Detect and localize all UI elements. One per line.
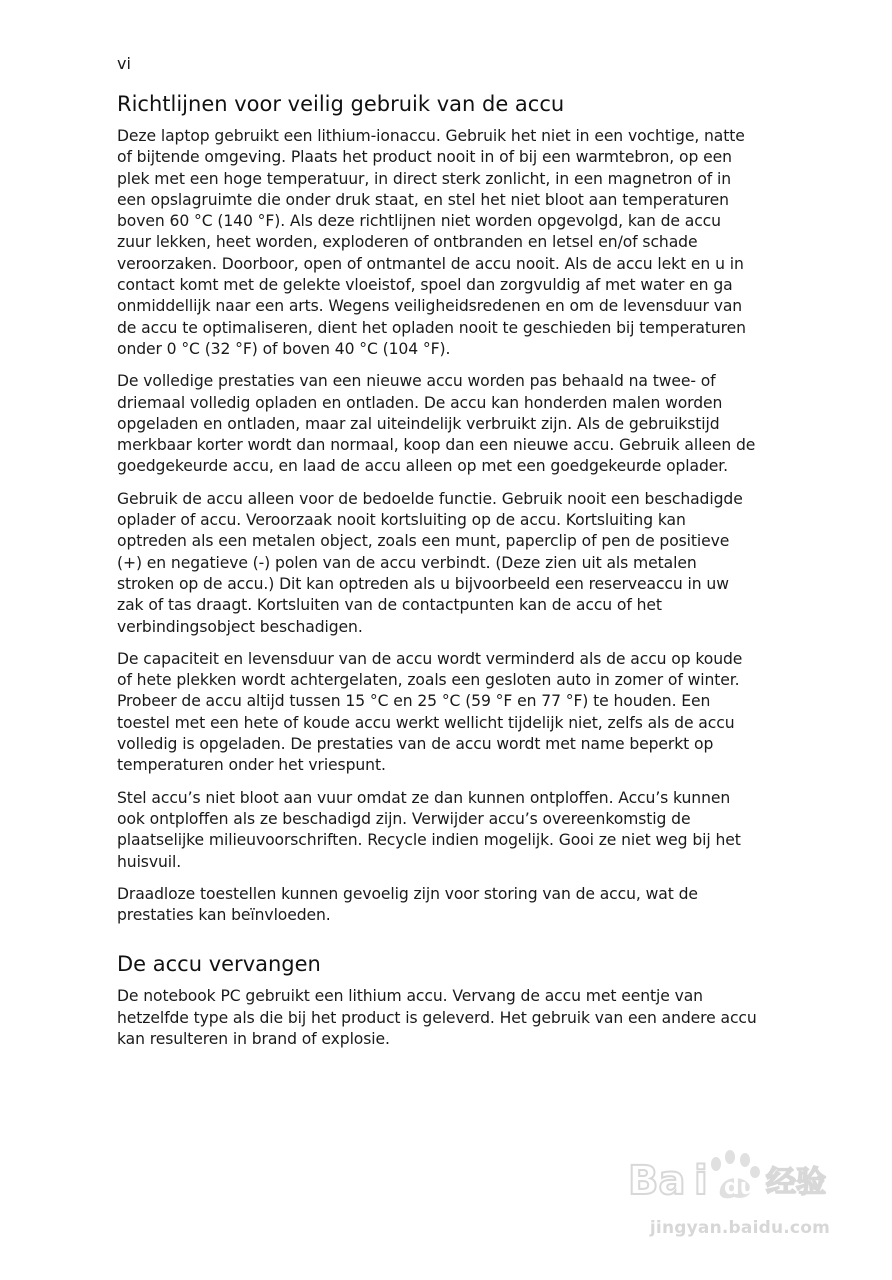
paragraph: De volledige prestaties van een nieuwe accu worden pas behaald na twee- of driemaal volledig opladen en ontladen. De accu kan honderden malen worden opgeladen en ontladen, maar zal uiteindelijk verbruikt zijn. Als de gebruikstijd merkbaar korter wordt dan normaal, koop dan een nieuwe accu. Gebruik alleen de goedgekeurde accu, en laad de accu alleen op met een goedgekeurde oplader. — [117, 372, 756, 476]
svg-text:经验: 经验 — [766, 1165, 826, 1200]
svg-text:i: i — [694, 1158, 708, 1204]
baidu-logo-icon — [624, 1142, 834, 1206]
watermark-url: jingyan.baidu.com — [649, 1218, 830, 1238]
svg-text:Ba: Ba — [628, 1158, 686, 1204]
baidu-watermark — [624, 1142, 834, 1238]
paragraph: Deze laptop gebruikt een lithium-ionaccu. Gebruik het niet in een vochtige, natte of bijtende omgeving. Plaats het product nooit in of bij een warmtebron, op een plek met een hoge temperatuur, in direct sterk zonlicht, in een magnetron of in een opslagruimte die onder druk staat, en stel het niet bloot aan temperaturen boven 60 °C (140 °F). Als deze richtlijnen niet worden opgevolgd, kan de accu zuur lekken, heet worden, exploderen of ontbranden en letsel en/of schade veroorzaken. Doorboor, open of ontmantel de accu nooit. Als de accu lekt en u in contact komt met de gelekte vloeistof, spoel dan zorgvuldig af met water en ga onmiddellijk naar een arts. Wegens veiligheidsredenen en om de levensduur van de accu te optimaliseren, dient het opladen nooit te geschieden bij temperaturen onder 0 °C (32 °F) of boven 40 °C (104 °F). — [117, 127, 746, 358]
paragraph: Stel accu’s niet bloot aan vuur omdat ze dan kunnen ontploffen. Accu’s kunnen ook ontploffen als ze beschadigd zijn. Verwijder accu’s overeenkomstig de plaatselijke milieuvoorschriften. Recycle indien mogelijk. Gooi ze niet weg bij het huisvuil. — [117, 788, 741, 871]
paragraph: De notebook PC gebruikt een lithium accu. Vervang de accu met eentje van hetzelfde type als die bij het product is geleverd. Het gebruik van een andere accu kan resulteren in brand of explosie. — [117, 987, 757, 1048]
paragraph: De capaciteit en levensduur van de accu wordt verminderd als de accu op koude of hete plekken wordt achtergelaten, zoals een gesloten auto in zomer of winter. Probeer de accu altijd tussen 15 °C en 25 °C (59 °F en 77 °F) te houden. Een toestel met een hete of koude accu werkt wellicht tijdelijk niet, zelfs als de accu volledig is opgeladen. De prestaties van de accu wordt met name beperkt op temperaturen onder het vriespunt. — [117, 649, 743, 775]
svg-text:du: du — [724, 1175, 756, 1200]
document-body — [117, 90, 757, 1061]
paragraph: Draadloze toestellen kunnen gevoelig zijn voor storing van de accu, wat de prestaties kan beïnvloeden. — [117, 884, 698, 925]
section-heading-safety: Richtlijnen voor veilig gebruik van de accu — [117, 92, 565, 116]
page-number: vi — [117, 54, 131, 73]
section-heading-replace: De accu vervangen — [117, 952, 321, 977]
paragraph: Gebruik de accu alleen voor de bedoelde functie. Gebruik nooit een beschadigde oplader of accu. Veroorzaak nooit kortsluiting op de accu. Kortsluiting kan optreden als een metalen object, zoals een munt, paperclip of pen de positieve (+) en negatieve (-) polen van de accu verbindt. (Deze zien uit als metalen stroken op de accu.) Dit kan optreden als u bijvoorbeeld een reserveaccu in uw zak of tas draagt. Kortsluiten van de contactpunten kan de accu of het verbindingsobject beschadigen. — [117, 489, 743, 636]
